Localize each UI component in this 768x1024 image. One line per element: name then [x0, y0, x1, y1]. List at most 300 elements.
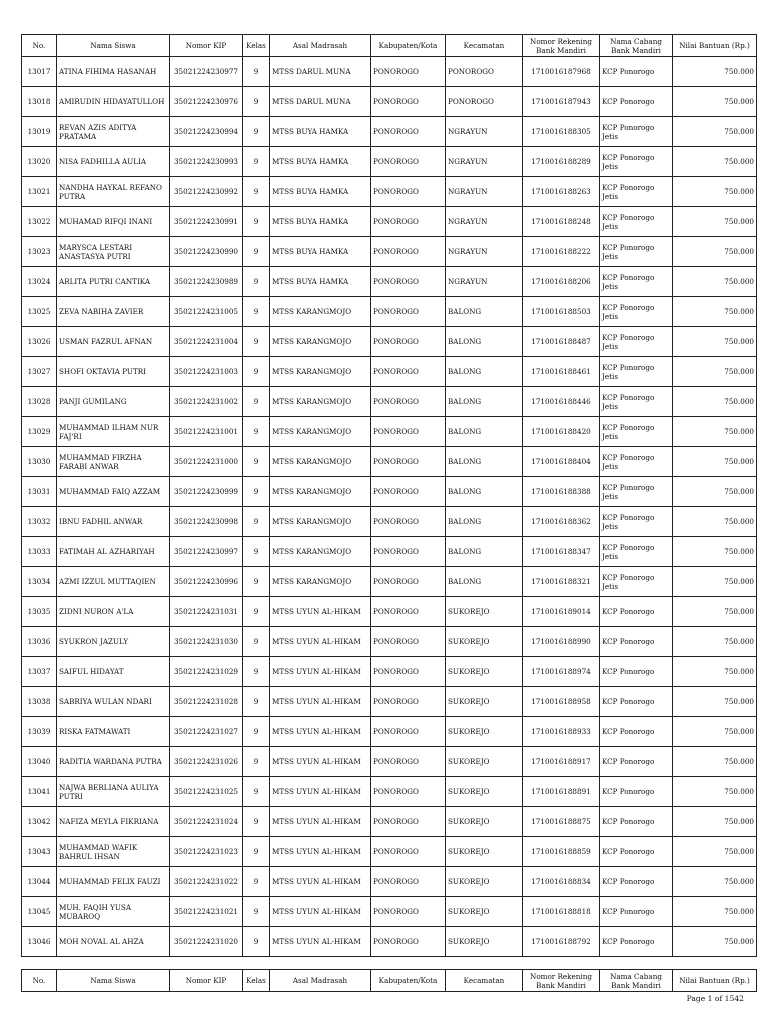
cell-kabupaten-kota: PONOROGO [371, 897, 446, 927]
cell-nomor-rekening: 1710016188818 [523, 897, 600, 927]
cell-nilai-bantuan: 750.000 [673, 747, 757, 777]
cell-nama-cabang: KCP Ponorogo [600, 837, 673, 867]
cell-nomor-kip: 35021224231003 [170, 357, 243, 387]
cell-nama-cabang: KCP Ponorogo Jetis [600, 207, 673, 237]
cell-nilai-bantuan: 750.000 [673, 687, 757, 717]
cell-nama-cabang: KCP Ponorogo [600, 867, 673, 897]
cell-asal-madrasah: MTSS KARANGMOJO [270, 507, 371, 537]
cell-nama-cabang: KCP Ponorogo Jetis [600, 357, 673, 387]
cell-kelas: 9 [243, 567, 270, 597]
cell-kelas: 9 [243, 237, 270, 267]
cell-nomor-kip: 35021224231004 [170, 327, 243, 357]
cell-nama-siswa: MUHAMMAD FELIX FAUZI [57, 867, 170, 897]
cell-nomor-rekening: 1710016188362 [523, 507, 600, 537]
cell-kelas: 9 [243, 447, 270, 477]
cell-asal-madrasah: MTSS DARUL MUNA [270, 87, 371, 117]
cell-no: 13032 [22, 507, 57, 537]
cell-kelas: 9 [243, 507, 270, 537]
cell-kelas: 9 [243, 87, 270, 117]
col-header-kelas: Kelas [243, 970, 270, 992]
col-header-kelas: Kelas [243, 35, 270, 57]
cell-asal-madrasah: MTSS KARANGMOJO [270, 417, 371, 447]
table-row [22, 807, 757, 837]
cell-kelas: 9 [243, 717, 270, 747]
col-header-asal-madrasah: Asal Madrasah [270, 35, 371, 57]
cell-nomor-kip: 35021224231027 [170, 717, 243, 747]
cell-no: 13031 [22, 477, 57, 507]
cell-nama-cabang: KCP Ponorogo Jetis [600, 567, 673, 597]
cell-nama-cabang: KCP Ponorogo Jetis [600, 297, 673, 327]
cell-no: 13039 [22, 717, 57, 747]
cell-nama-siswa: SHOFI OKTAVIA PUTRI [57, 357, 170, 387]
cell-nama-cabang: KCP Ponorogo Jetis [600, 477, 673, 507]
cell-kabupaten-kota: PONOROGO [371, 777, 446, 807]
cell-nomor-rekening: 1710016188875 [523, 807, 600, 837]
cell-nilai-bantuan: 750.000 [673, 897, 757, 927]
cell-kabupaten-kota: PONOROGO [371, 597, 446, 627]
cell-nama-cabang: KCP Ponorogo Jetis [600, 117, 673, 147]
cell-kelas: 9 [243, 267, 270, 297]
cell-kabupaten-kota: PONOROGO [371, 747, 446, 777]
cell-nilai-bantuan: 750.000 [673, 537, 757, 567]
cell-kelas: 9 [243, 147, 270, 177]
cell-nomor-kip: 35021224231021 [170, 897, 243, 927]
cell-kelas: 9 [243, 867, 270, 897]
cell-no: 13029 [22, 417, 57, 447]
cell-kabupaten-kota: PONOROGO [371, 387, 446, 417]
cell-kecamatan: SUKOREJO [446, 837, 523, 867]
cell-nama-siswa: ZEVA NABIHA ZAVIER [57, 297, 170, 327]
cell-no: 13027 [22, 357, 57, 387]
cell-kabupaten-kota: PONOROGO [371, 447, 446, 477]
cell-kecamatan: NGRAYUN [446, 267, 523, 297]
cell-nama-siswa: ZIDNI NURON A'LA [57, 597, 170, 627]
cell-kecamatan: NGRAYUN [446, 117, 523, 147]
cell-nilai-bantuan: 750.000 [673, 597, 757, 627]
cell-kelas: 9 [243, 897, 270, 927]
cell-nama-siswa: MARYSCA LESTARI ANASTASYA PUTRI [57, 237, 170, 267]
cell-nomor-kip: 35021224230999 [170, 477, 243, 507]
cell-no: 13035 [22, 597, 57, 627]
cell-no: 13045 [22, 897, 57, 927]
col-header-asal-madrasah: Asal Madrasah [270, 970, 371, 992]
cell-nama-cabang: KCP Ponorogo Jetis [600, 417, 673, 447]
cell-nomor-kip: 35021224231002 [170, 387, 243, 417]
cell-nomor-kip: 35021224231023 [170, 837, 243, 867]
table-row [22, 537, 757, 567]
cell-nama-siswa: FATIMAH AL AZHARIYAH [57, 537, 170, 567]
col-header-nilai-bantuan: Nilai Bantuan (Rp.) [673, 970, 757, 992]
cell-kabupaten-kota: PONOROGO [371, 57, 446, 87]
cell-nilai-bantuan: 750.000 [673, 867, 757, 897]
cell-nomor-kip: 35021224231020 [170, 927, 243, 957]
cell-nilai-bantuan: 750.000 [673, 927, 757, 957]
cell-nomor-rekening: 1710016188487 [523, 327, 600, 357]
cell-nama-cabang: KCP Ponorogo [600, 87, 673, 117]
cell-no: 13017 [22, 57, 57, 87]
cell-nomor-kip: 35021224231031 [170, 597, 243, 627]
cell-kabupaten-kota: PONOROGO [371, 927, 446, 957]
cell-nilai-bantuan: 750.000 [673, 147, 757, 177]
cell-no: 13022 [22, 207, 57, 237]
cell-nomor-rekening: 1710016187968 [523, 57, 600, 87]
cell-kabupaten-kota: PONOROGO [371, 357, 446, 387]
col-header-nilai-bantuan: Nilai Bantuan (Rp.) [673, 35, 757, 57]
cell-nilai-bantuan: 750.000 [673, 567, 757, 597]
cell-kelas: 9 [243, 837, 270, 867]
cell-kabupaten-kota: PONOROGO [371, 207, 446, 237]
cell-nama-cabang: KCP Ponorogo [600, 627, 673, 657]
cell-kabupaten-kota: PONOROGO [371, 867, 446, 897]
cell-nama-siswa: AMIRUDIN HIDAYATULLOH [57, 87, 170, 117]
cell-nilai-bantuan: 750.000 [673, 657, 757, 687]
cell-nomor-kip: 35021224230991 [170, 207, 243, 237]
col-header-nama-siswa: Nama Siswa [57, 35, 170, 57]
cell-no: 13037 [22, 657, 57, 687]
col-header-nama-cabang: Nama Cabang Bank Mandiri [600, 35, 673, 57]
cell-kelas: 9 [243, 207, 270, 237]
cell-kecamatan: SUKOREJO [446, 687, 523, 717]
cell-nilai-bantuan: 750.000 [673, 447, 757, 477]
cell-asal-madrasah: MTSS BUYA HAMKA [270, 237, 371, 267]
cell-kabupaten-kota: PONOROGO [371, 717, 446, 747]
cell-nilai-bantuan: 750.000 [673, 57, 757, 87]
cell-nama-cabang: KCP Ponorogo [600, 57, 673, 87]
cell-nilai-bantuan: 750.000 [673, 87, 757, 117]
cell-no: 13043 [22, 837, 57, 867]
cell-asal-madrasah: MTSS KARANGMOJO [270, 567, 371, 597]
table-row [22, 177, 757, 207]
table-row [22, 267, 757, 297]
cell-no: 13046 [22, 927, 57, 957]
cell-asal-madrasah: MTSS UYUN AL-HIKAM [270, 627, 371, 657]
cell-nama-siswa: NISA FADHILLA AULIA [57, 147, 170, 177]
cell-nilai-bantuan: 750.000 [673, 477, 757, 507]
cell-nama-siswa: MUHAMAD RIFQI INANI [57, 207, 170, 237]
cell-asal-madrasah: MTSS BUYA HAMKA [270, 177, 371, 207]
cell-nilai-bantuan: 750.000 [673, 507, 757, 537]
cell-nama-siswa: SYUKRON JAZULY [57, 627, 170, 657]
cell-kabupaten-kota: PONOROGO [371, 87, 446, 117]
cell-asal-madrasah: MTSS UYUN AL-HIKAM [270, 717, 371, 747]
table-row [22, 657, 757, 687]
table-row [22, 897, 757, 927]
cell-nomor-kip: 35021224231001 [170, 417, 243, 447]
cell-kabupaten-kota: PONOROGO [371, 837, 446, 867]
col-header-kecamatan: Kecamatan [446, 970, 523, 992]
cell-nilai-bantuan: 750.000 [673, 417, 757, 447]
cell-nomor-rekening: 1710016188503 [523, 297, 600, 327]
cell-no: 13040 [22, 747, 57, 777]
cell-kecamatan: BALONG [446, 417, 523, 447]
cell-nomor-rekening: 1710016188446 [523, 387, 600, 417]
cell-nomor-kip: 35021224231022 [170, 867, 243, 897]
cell-nama-cabang: KCP Ponorogo [600, 807, 673, 837]
col-header-no: No. [22, 970, 57, 992]
cell-kabupaten-kota: PONOROGO [371, 567, 446, 597]
table-row [22, 147, 757, 177]
cell-kecamatan: BALONG [446, 357, 523, 387]
cell-kabupaten-kota: PONOROGO [371, 297, 446, 327]
cell-asal-madrasah: MTSS BUYA HAMKA [270, 117, 371, 147]
cell-nama-siswa: MOH NOVAL AL AHZA [57, 927, 170, 957]
cell-nomor-rekening: 1710016188263 [523, 177, 600, 207]
cell-asal-madrasah: MTSS UYUN AL-HIKAM [270, 867, 371, 897]
cell-nama-cabang: KCP Ponorogo Jetis [600, 447, 673, 477]
table-row [22, 777, 757, 807]
cell-nama-cabang: KCP Ponorogo [600, 687, 673, 717]
cell-nama-cabang: KCP Ponorogo [600, 747, 673, 777]
cell-kelas: 9 [243, 297, 270, 327]
cell-no: 13033 [22, 537, 57, 567]
cell-nama-cabang: KCP Ponorogo [600, 777, 673, 807]
cell-kabupaten-kota: PONOROGO [371, 687, 446, 717]
cell-nomor-rekening: 1710016188990 [523, 627, 600, 657]
cell-nama-siswa: PANJI GUMILANG [57, 387, 170, 417]
cell-kelas: 9 [243, 417, 270, 447]
table-row [22, 927, 757, 957]
cell-nomor-kip: 35021224231005 [170, 297, 243, 327]
cell-nama-siswa: RISKA FATMAWATI [57, 717, 170, 747]
cell-nama-siswa: RADITIA WARDANA PUTRA [57, 747, 170, 777]
cell-asal-madrasah: MTSS UYUN AL-HIKAM [270, 657, 371, 687]
cell-kabupaten-kota: PONOROGO [371, 807, 446, 837]
cell-nilai-bantuan: 750.000 [673, 807, 757, 837]
cell-nomor-rekening: 1710016188933 [523, 717, 600, 747]
cell-kecamatan: BALONG [446, 477, 523, 507]
cell-no: 13020 [22, 147, 57, 177]
cell-nomor-rekening: 1710016188917 [523, 747, 600, 777]
cell-kelas: 9 [243, 177, 270, 207]
cell-nomor-rekening: 1710016188461 [523, 357, 600, 387]
cell-nama-cabang: KCP Ponorogo Jetis [600, 267, 673, 297]
cell-kelas: 9 [243, 777, 270, 807]
cell-asal-madrasah: MTSS KARANGMOJO [270, 357, 371, 387]
cell-no: 13044 [22, 867, 57, 897]
cell-nilai-bantuan: 750.000 [673, 717, 757, 747]
repeated-header-table [21, 969, 757, 992]
cell-nama-siswa: IBNU FADHIL ANWAR [57, 507, 170, 537]
table-row [22, 837, 757, 867]
cell-nomor-kip: 35021224231024 [170, 807, 243, 837]
cell-kelas: 9 [243, 747, 270, 777]
cell-nomor-rekening: 1710016188305 [523, 117, 600, 147]
cell-nomor-rekening: 1710016188974 [523, 657, 600, 687]
table-row [22, 627, 757, 657]
cell-kabupaten-kota: PONOROGO [371, 417, 446, 447]
cell-nomor-rekening: 1710016188859 [523, 837, 600, 867]
student-table [21, 34, 757, 957]
cell-no: 13024 [22, 267, 57, 297]
cell-kecamatan: PONOROGO [446, 87, 523, 117]
cell-kelas: 9 [243, 597, 270, 627]
cell-nama-cabang: KCP Ponorogo [600, 597, 673, 627]
cell-kecamatan: SUKOREJO [446, 867, 523, 897]
cell-nama-siswa: NAJWA BERLIANA AULIYA PUTRI [57, 777, 170, 807]
cell-kecamatan: NGRAYUN [446, 237, 523, 267]
table-row [22, 687, 757, 717]
cell-kecamatan: SUKOREJO [446, 807, 523, 837]
cell-no: 13018 [22, 87, 57, 117]
cell-kecamatan: SUKOREJO [446, 927, 523, 957]
cell-kecamatan: NGRAYUN [446, 147, 523, 177]
cell-kabupaten-kota: PONOROGO [371, 267, 446, 297]
cell-kabupaten-kota: PONOROGO [371, 237, 446, 267]
cell-kelas: 9 [243, 687, 270, 717]
cell-nilai-bantuan: 750.000 [673, 207, 757, 237]
table-row [22, 597, 757, 627]
cell-asal-madrasah: MTSS UYUN AL-HIKAM [270, 837, 371, 867]
cell-nama-cabang: KCP Ponorogo Jetis [600, 147, 673, 177]
cell-kecamatan: SUKOREJO [446, 777, 523, 807]
cell-nilai-bantuan: 750.000 [673, 267, 757, 297]
table-row [22, 717, 757, 747]
cell-no: 13021 [22, 177, 57, 207]
cell-asal-madrasah: MTSS UYUN AL-HIKAM [270, 687, 371, 717]
cell-kabupaten-kota: PONOROGO [371, 117, 446, 147]
cell-asal-madrasah: MTSS BUYA HAMKA [270, 267, 371, 297]
cell-nomor-kip: 35021224230994 [170, 117, 243, 147]
col-header-nomor-rekening: Nomor Rekening Bank Mandiri [523, 35, 600, 57]
cell-asal-madrasah: MTSS KARANGMOJO [270, 297, 371, 327]
table-row [22, 207, 757, 237]
cell-kecamatan: SUKOREJO [446, 717, 523, 747]
table-row [22, 297, 757, 327]
page-number: Page 1 of 1542 [686, 994, 744, 1003]
cell-nomor-rekening: 1710016188222 [523, 237, 600, 267]
cell-kecamatan: BALONG [446, 537, 523, 567]
cell-nama-siswa: SAIFUL HIDAYAT [57, 657, 170, 687]
cell-asal-madrasah: MTSS UYUN AL-HIKAM [270, 777, 371, 807]
cell-kelas: 9 [243, 357, 270, 387]
cell-kelas: 9 [243, 117, 270, 147]
cell-nama-cabang: KCP Ponorogo [600, 897, 673, 927]
cell-nama-siswa: MUHAMMAD ILHAM NUR FAJ'RI [57, 417, 170, 447]
cell-nama-cabang: KCP Ponorogo Jetis [600, 327, 673, 357]
table-row [22, 87, 757, 117]
col-header-kecamatan: Kecamatan [446, 35, 523, 57]
cell-nama-cabang: KCP Ponorogo [600, 717, 673, 747]
cell-no: 13036 [22, 627, 57, 657]
cell-kelas: 9 [243, 387, 270, 417]
col-header-no: No. [22, 35, 57, 57]
table-row [22, 477, 757, 507]
cell-kecamatan: BALONG [446, 447, 523, 477]
cell-nomor-kip: 35021224230976 [170, 87, 243, 117]
cell-nilai-bantuan: 750.000 [673, 837, 757, 867]
cell-nama-cabang: KCP Ponorogo [600, 657, 673, 687]
table-header-row [22, 35, 757, 57]
cell-nomor-rekening: 1710016188248 [523, 207, 600, 237]
cell-nomor-rekening: 1710016188404 [523, 447, 600, 477]
cell-asal-madrasah: MTSS KARANGMOJO [270, 387, 371, 417]
cell-nomor-kip: 35021224230990 [170, 237, 243, 267]
cell-nama-cabang: KCP Ponorogo Jetis [600, 177, 673, 207]
cell-no: 13019 [22, 117, 57, 147]
cell-asal-madrasah: MTSS UYUN AL-HIKAM [270, 927, 371, 957]
cell-kelas: 9 [243, 627, 270, 657]
cell-nama-cabang: KCP Ponorogo Jetis [600, 387, 673, 417]
cell-nomor-rekening: 1710016188321 [523, 567, 600, 597]
cell-kecamatan: BALONG [446, 567, 523, 597]
cell-nilai-bantuan: 750.000 [673, 327, 757, 357]
cell-kecamatan: SUKOREJO [446, 597, 523, 627]
cell-nama-siswa: SABRIYA WULAN NDARI [57, 687, 170, 717]
cell-nama-siswa: NAFIZA MEYLA FIKRIANA [57, 807, 170, 837]
cell-nilai-bantuan: 750.000 [673, 387, 757, 417]
table-row [22, 867, 757, 897]
cell-nomor-kip: 35021224231000 [170, 447, 243, 477]
cell-kelas: 9 [243, 927, 270, 957]
cell-kecamatan: BALONG [446, 507, 523, 537]
table-row [22, 507, 757, 537]
cell-kecamatan: SUKOREJO [446, 657, 523, 687]
cell-asal-madrasah: MTSS UYUN AL-HIKAM [270, 897, 371, 927]
cell-nomor-rekening: 1710016187943 [523, 87, 600, 117]
col-header-kabupaten-kota: Kabupaten/Kota [371, 970, 446, 992]
cell-nomor-kip: 35021224231025 [170, 777, 243, 807]
cell-nomor-kip: 35021224230996 [170, 567, 243, 597]
cell-kecamatan: SUKOREJO [446, 747, 523, 777]
cell-asal-madrasah: MTSS KARANGMOJO [270, 447, 371, 477]
cell-kabupaten-kota: PONOROGO [371, 177, 446, 207]
cell-nomor-rekening: 1710016189014 [523, 597, 600, 627]
cell-kecamatan: NGRAYUN [446, 207, 523, 237]
cell-kecamatan: NGRAYUN [446, 177, 523, 207]
cell-asal-madrasah: MTSS DARUL MUNA [270, 57, 371, 87]
cell-nomor-kip: 35021224231029 [170, 657, 243, 687]
cell-kecamatan: BALONG [446, 387, 523, 417]
cell-no: 13023 [22, 237, 57, 267]
cell-nomor-rekening: 1710016188206 [523, 267, 600, 297]
cell-asal-madrasah: MTSS UYUN AL-HIKAM [270, 807, 371, 837]
table-row [22, 117, 757, 147]
table-row [22, 237, 757, 267]
cell-nilai-bantuan: 750.000 [673, 297, 757, 327]
cell-nomor-rekening: 1710016188891 [523, 777, 600, 807]
cell-nama-siswa: REVAN AZIS ADITYA PRATAMA [57, 117, 170, 147]
cell-nomor-rekening: 1710016188388 [523, 477, 600, 507]
table-row [22, 447, 757, 477]
cell-nama-siswa: NANDHA HAYKAL REFANO PUTRA [57, 177, 170, 207]
cell-nama-cabang: KCP Ponorogo Jetis [600, 507, 673, 537]
table-row [22, 57, 757, 87]
cell-kecamatan: SUKOREJO [446, 897, 523, 927]
cell-kelas: 9 [243, 537, 270, 567]
repeated-header-row [22, 970, 757, 992]
cell-kelas: 9 [243, 57, 270, 87]
cell-nomor-kip: 35021224230998 [170, 507, 243, 537]
cell-kabupaten-kota: PONOROGO [371, 477, 446, 507]
cell-nama-cabang: KCP Ponorogo Jetis [600, 537, 673, 567]
cell-asal-madrasah: MTSS UYUN AL-HIKAM [270, 747, 371, 777]
cell-no: 13026 [22, 327, 57, 357]
cell-nilai-bantuan: 750.000 [673, 777, 757, 807]
col-header-nomor-kip: Nomor KIP [170, 970, 243, 992]
cell-asal-madrasah: MTSS KARANGMOJO [270, 477, 371, 507]
col-header-nama-siswa: Nama Siswa [57, 970, 170, 992]
cell-nomor-rekening: 1710016188792 [523, 927, 600, 957]
cell-kecamatan: SUKOREJO [446, 627, 523, 657]
cell-no: 13028 [22, 387, 57, 417]
col-header-kabupaten-kota: Kabupaten/Kota [371, 35, 446, 57]
repeated-header-container [21, 969, 757, 992]
cell-kabupaten-kota: PONOROGO [371, 537, 446, 567]
cell-kabupaten-kota: PONOROGO [371, 657, 446, 687]
cell-nomor-rekening: 1710016188347 [523, 537, 600, 567]
cell-nilai-bantuan: 750.000 [673, 177, 757, 207]
cell-no: 13038 [22, 687, 57, 717]
